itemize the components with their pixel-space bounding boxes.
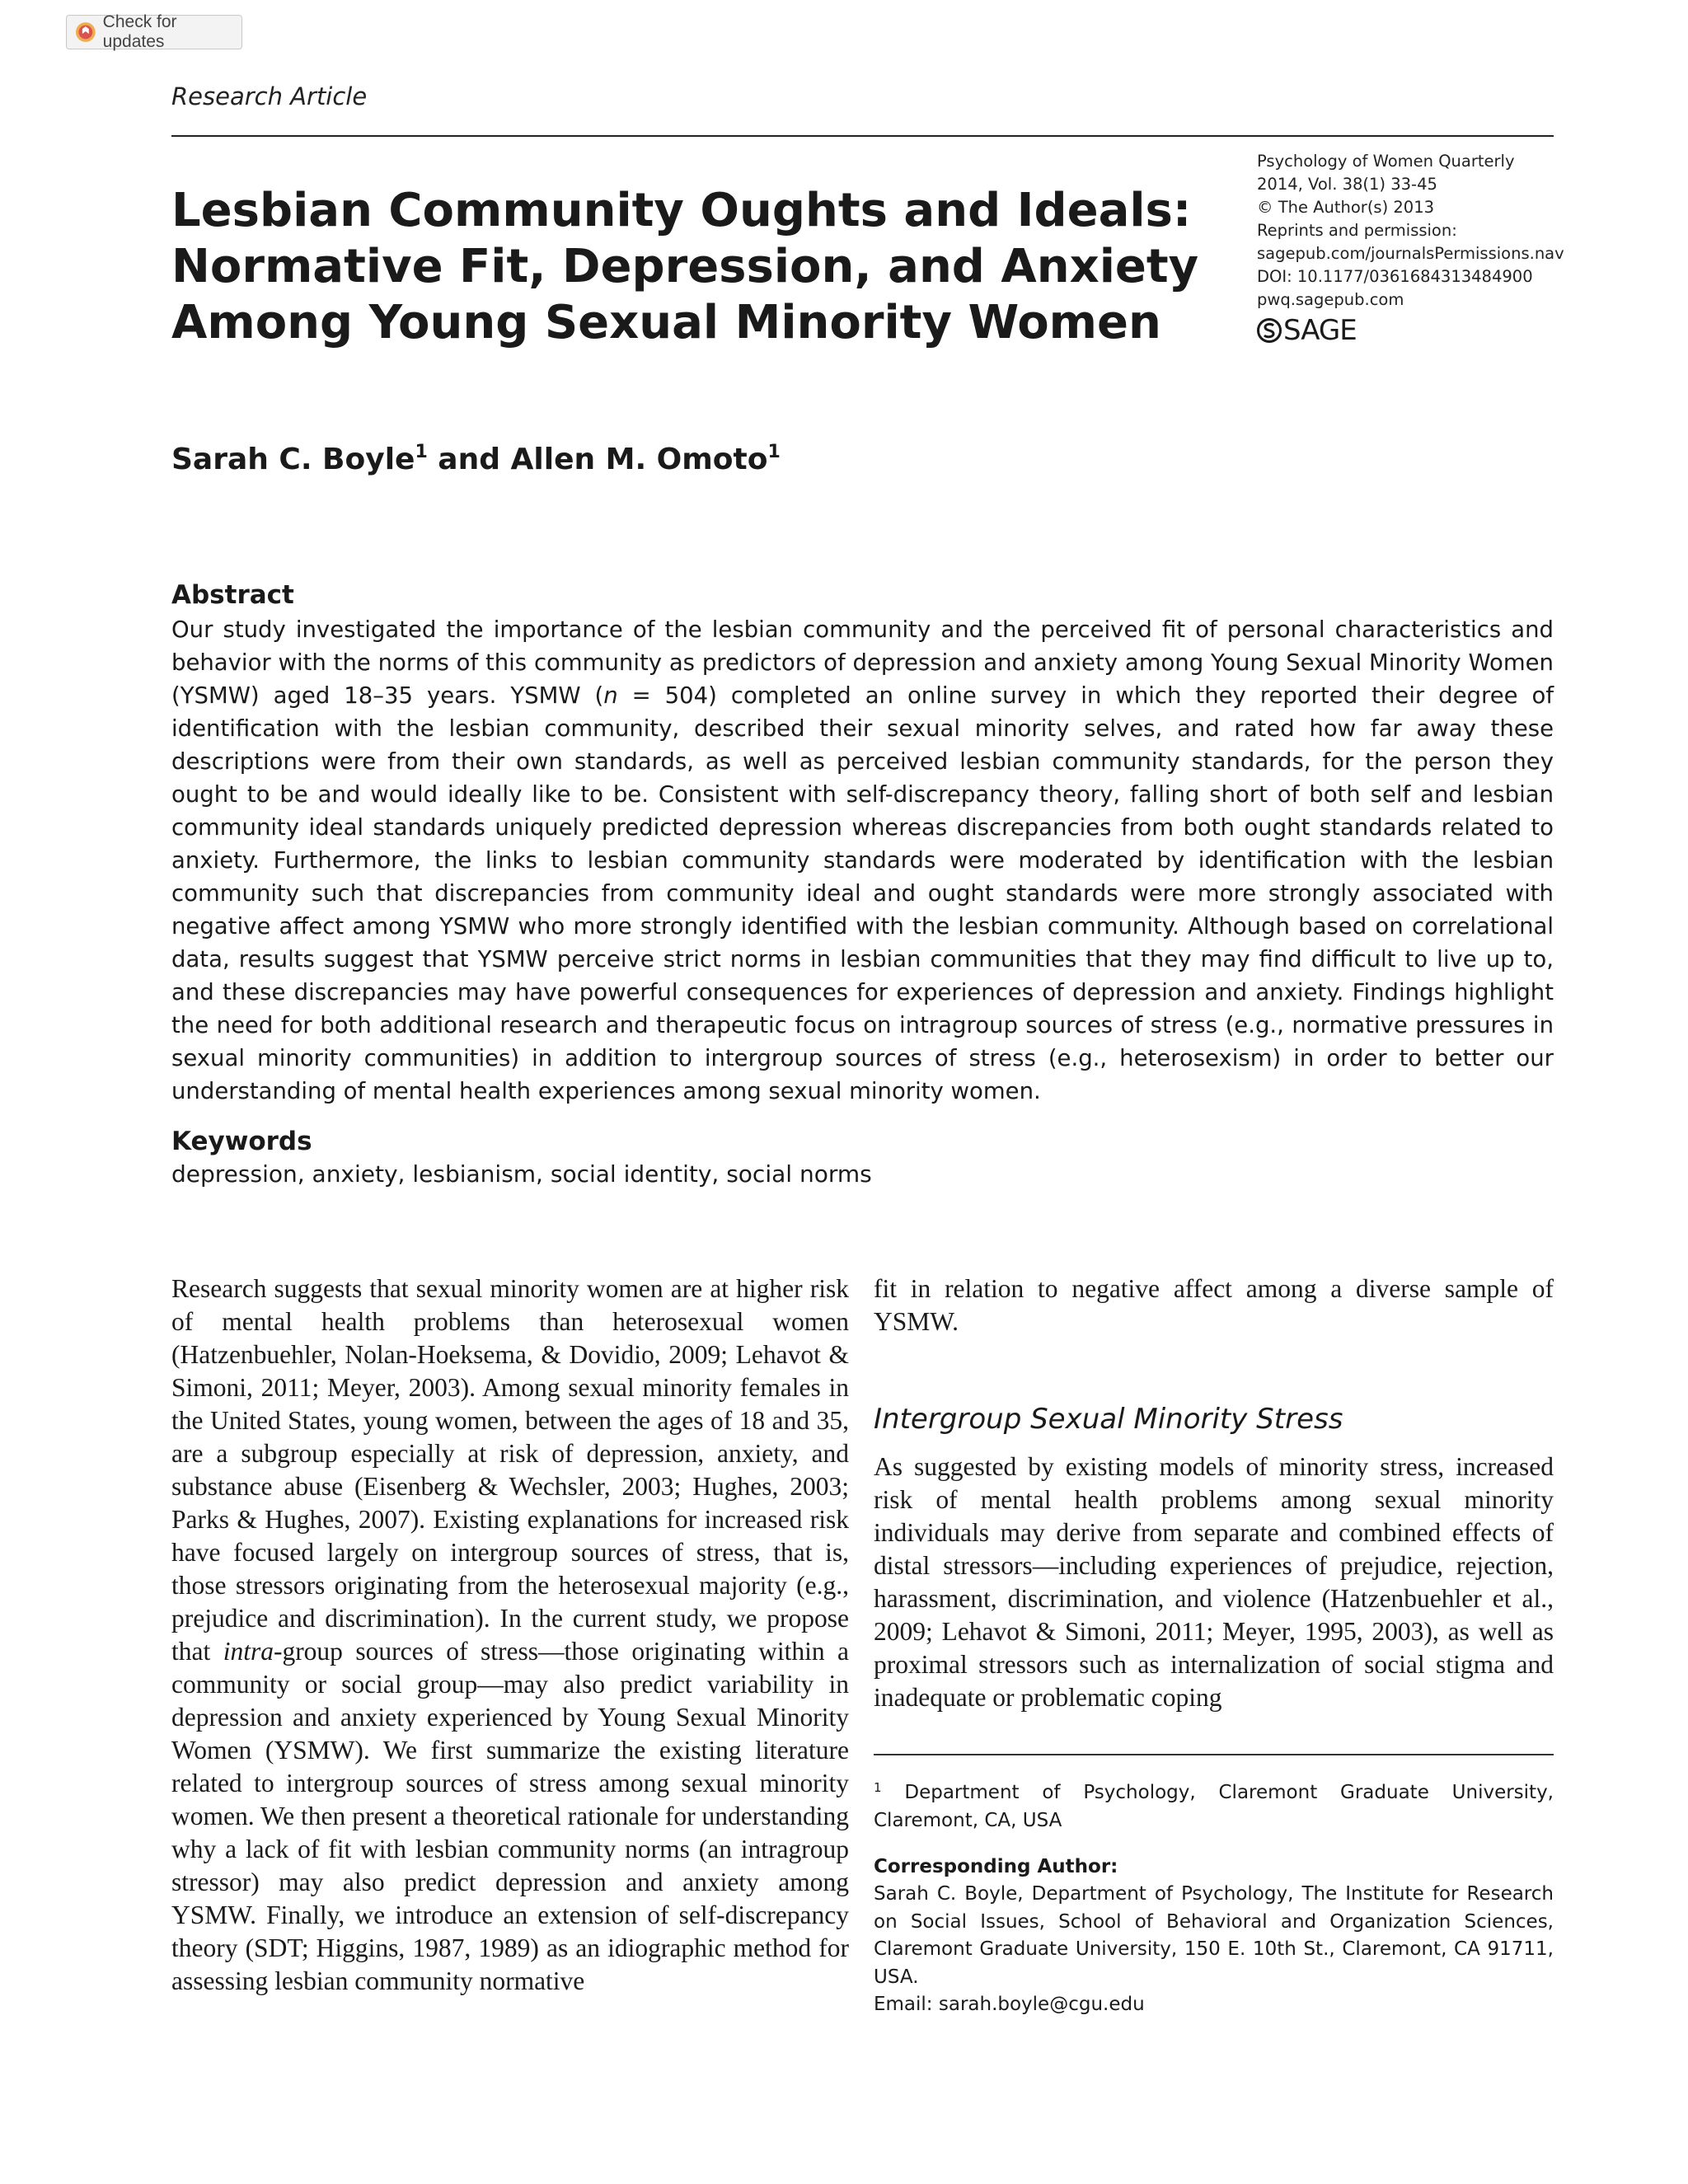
update-badge-icon [75, 21, 96, 43]
author-affiliation-marker: 1 [767, 442, 781, 462]
author-name: Sarah C. Boyle [171, 443, 415, 476]
keywords-heading: Keywords [171, 1127, 312, 1156]
body-column-left [171, 1272, 849, 1998]
corresponding-author-details [874, 1881, 1554, 2019]
abstract-text [171, 613, 1554, 1108]
body-column-right: As suggested by existing models of minority stress, increased risk of mental health problems among sexual minority individuals may derive from separate and combined effects of distal stressors—including experiences of prejudice, rejection, harassment, discrimination, and violence (Hatzenbuehler et al., 2009; Lehavot & Simoni, 2011; Meyer, 1995, 2003), as well as proximal stressors such as internalization of social stigma and inadequate or problematic coping [874, 1452, 1554, 1712]
sage-logo-text: SAGE [1283, 314, 1357, 347]
sage-mark-icon [1257, 318, 1282, 343]
author-affiliation-marker: 1 [415, 442, 428, 462]
journal-permissions-link[interactable]: sagepub.com/journalsPermissions.nav [1257, 244, 1564, 263]
journal-volume: 2014, Vol. 38(1) 33-45 [1257, 175, 1437, 194]
abstract-n-symbol: n [603, 682, 618, 709]
article-title [171, 183, 1202, 351]
journal-copyright: © The Author(s) 2013 [1257, 198, 1435, 217]
corresponding-author-address: Sarah C. Boyle, Department of Psychology, The Institute for Research on Social Issues, School of Behavioral and Organization Sciences, Claremont Graduate University, 150 E. 10th St., Claremont, CA 91711, USA. [874, 1883, 1554, 1988]
article-type-label: Research Article [171, 82, 368, 110]
affiliation-footnote [874, 1774, 1554, 1835]
section-heading: Intergroup Sexual Minority Stress [874, 1403, 1343, 1436]
author-name: Allen M. Omoto [510, 443, 768, 476]
body-text: Research suggests that sexual minority women are at higher risk of mental health problems than heterosexual women (Hatzenbuehler, Nolan-Hoeksema, & Dovidio, 2009; Lehavot & Simoni, 2011; Meyer, 2003). Among sexual minority females in the United States, young women, between the ages of 18 and 35, are a subgroup especially at risk of depression, anxiety, and substance abuse (Eisenberg & Wechsler, 2003; Hughes, 2003; Parks & Hughes, 2007). Existing explanations for increased risk have focused largely on intergroup sources of stress, that is, those stressors originating from the heterosexual majority (e.g., prejudice and discrimination). In the current study, we propose that [171, 1274, 849, 1666]
author-conjunction: and [427, 443, 511, 476]
keywords-list: depression, anxiety, lesbianism, social identity, social norms [171, 1160, 872, 1188]
abstract-text-part: Our study investigated the importance of the lesbian community and the perceived fit of personal characteristics and behavior with the norms of this community as predictors of depression and anxiety among Young Sexual Minority Women (YSMW) aged 18–35 years. YSMW ( [171, 616, 1554, 709]
title-line: Among Young Sexual Minority Women [171, 296, 1161, 349]
journal-info [1257, 150, 1564, 347]
body-column-right-top: fit in relation to negative affect among a diverse sample of YSMW. [874, 1274, 1554, 1336]
sage-logo [1257, 314, 1554, 347]
journal-name: Psychology of Women Quarterly [1257, 152, 1515, 171]
check-for-updates-button[interactable] [66, 12, 242, 51]
corresponding-author-email[interactable]: Email: sarah.boyle@cgu.edu [874, 1994, 1145, 2015]
abstract-heading: Abstract [171, 580, 294, 610]
journal-reprints: Reprints and permission: [1257, 221, 1457, 240]
affiliation-marker: 1 [874, 1780, 882, 1795]
journal-website-link[interactable]: pwq.sagepub.com [1257, 290, 1404, 309]
title-line: Lesbian Community Oughts and Ideals: [171, 184, 1192, 237]
author-list [171, 442, 781, 476]
check-for-updates-label: Check for updates [102, 12, 177, 51]
header-rule [171, 135, 1554, 137]
affiliation-text: Department of Psychology, Claremont Graduate University, Claremont, CA, USA [874, 1782, 1554, 1831]
corresponding-author-heading: Corresponding Author: [874, 1856, 1118, 1877]
title-line: Normative Fit, Depression, and Anxiety [171, 240, 1199, 293]
journal-doi[interactable]: DOI: 10.1177/0361684313484900 [1257, 267, 1533, 286]
body-italic-text: intra [223, 1637, 274, 1666]
abstract-text-part: = 504) completed an online survey in which they reported their degree of identification with the lesbian community, described their sexual minority selves, and rated how far away these descriptions were from their own standards, as well as perceived lesbian community standards, for the person they ought to be and would ideally like to be. Consistent with self-discrepancy theory, falling short of both self and lesbian community ideal standards uniquely predicted depression whereas discrepancies from both ought standards related to anxiety. Furthermore, the links to lesbian community standards were moderated by identification with the lesbian community such that discrepancies from community ideal and ought standards were more strongly associated with negative affect among YSMW who more strongly identified with the lesbian community. Although based on correlational data, results suggest that YSMW perceive strict norms in lesbian communities that they may find difficult to live up to, and these discrepancies may have powerful consequences for experiences of depression and anxiety. Findings highlight the need for both additional research and therapeutic focus on intragroup sources of stress (e.g., normative pressures in sexual minority communities) in addition to intergroup sources of stress (e.g., heterosexism) in order to better our understanding of mental health experiences among sexual minority women. [171, 682, 1554, 1104]
body-text: -group sources of stress—those originating within a community or social group—may also predict variability in depression and anxiety experienced by Young Sexual Minority Women (YSMW). We first summarize the existing literature related to intergroup sources of stress among sexual minority women. We then present a theoretical rationale for understanding why a lack of fit with lesbian community norms (an intragroup stressor) may also predict depression and anxiety among YSMW. Finally, we introduce an extension of self-discrepancy theory (SDT; Higgins, 1987, 1989) as an idiographic method for assessing lesbian community normative [171, 1637, 849, 1995]
footnote-rule [874, 1754, 1554, 1755]
